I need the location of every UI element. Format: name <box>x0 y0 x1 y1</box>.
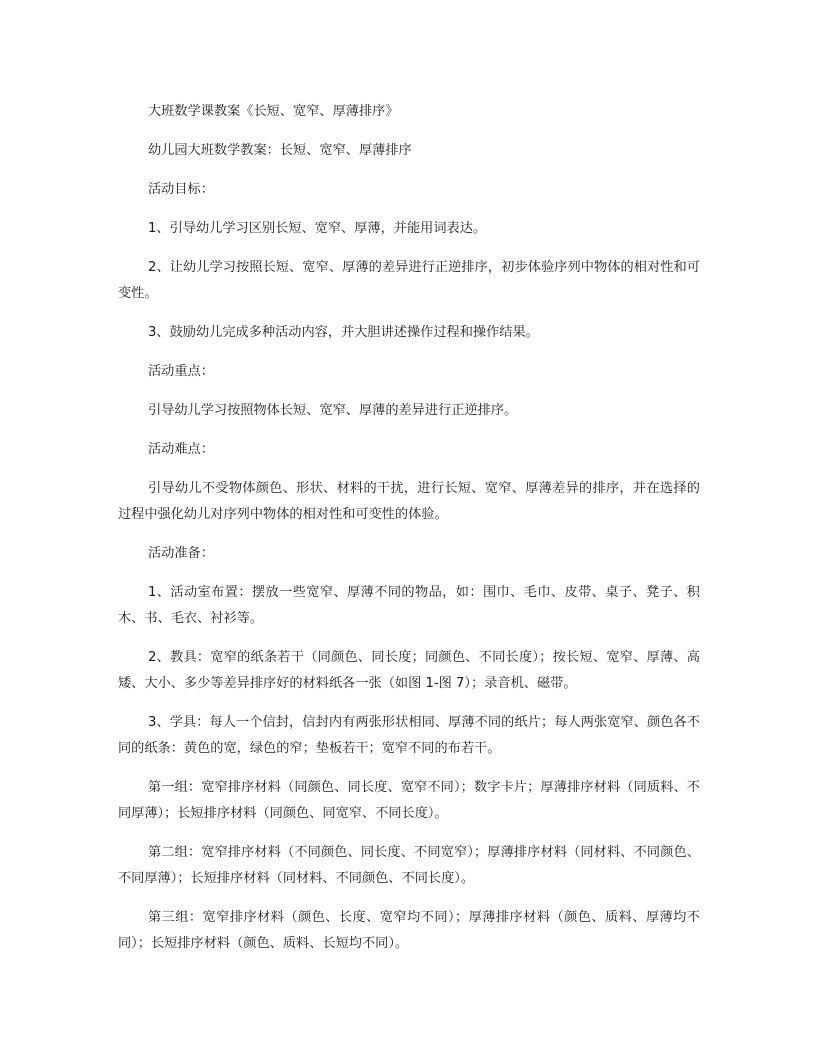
preparation-item-3: 3、学具：每人一个信封，信封内有两张形状相同、厚薄不同的纸片；每人两张宽窄、颜色各不同的纸条：黄色的宽，绿色的窄；垫板若干；宽窄不同的布若干。 <box>118 715 700 756</box>
section-heading-goals: 活动目标： <box>148 182 214 197</box>
section-heading-difficulty: 活动难点： <box>148 442 214 457</box>
goal-item-2: 2、让幼儿学习按照长短、宽窄、厚薄的差异进行正逆排序，初步体验序列中物体的相对性和可变性。 <box>118 260 700 301</box>
group-1-materials: 第一组：宽窄排序材料（同颜色、同长度、宽窄不同）；数字卡片；厚薄排序材料（同质料、不同厚薄）；长短排序材料（同颜色、同宽窄、不同长度）。 <box>118 780 700 821</box>
document-page <box>118 99 700 970</box>
group-2-materials: 第二组：宽窄排序材料（不同颜色、同长度、不同宽窄）；厚薄排序材料（同材料、不同颜色、不同厚薄）；长短排序材料（同材料、不同颜色、不同长度）。 <box>118 845 700 886</box>
section-heading-focus: 活动重点： <box>148 364 214 379</box>
group-3-materials: 第三组：宽窄排序材料（颜色、长度、宽窄均不同）；厚薄排序材料（颜色、质料、厚薄均不同）；长短排序材料（颜色、质料、长短均不同）。 <box>118 910 700 951</box>
focus-text: 引导幼儿学习按照物体长短、宽窄、厚薄的差异进行正逆排序。 <box>148 403 518 418</box>
preparation-item-2: 2、教具：宽窄的纸条若干（同颜色、同长度；同颜色、不同长度）；按长短、宽窄、厚薄、高矮、大小、多少等差异排序好的材料纸各一张（如图 1-图 7）；录音机、磁带。 <box>118 650 700 691</box>
document-subtitle: 幼儿园大班数学教案：长短、宽窄、厚薄排序 <box>148 143 412 158</box>
goal-item-1: 1、引导幼儿学习区别长短、宽窄、厚薄，并能用词表达。 <box>148 221 487 236</box>
document-title: 大班数学课教案《长短、宽窄、厚薄排序》 <box>148 104 399 119</box>
preparation-item-1: 1、活动室布置：摆放一些宽窄、厚薄不同的物品，如：围巾、毛巾、皮带、桌子、凳子、积木、书、毛衣、衬衫等。 <box>118 585 700 626</box>
goal-item-3: 3、鼓励幼儿完成多种活动内容，并大胆讲述操作过程和操作结果。 <box>148 325 539 340</box>
section-heading-preparation: 活动准备： <box>148 546 214 561</box>
difficulty-text: 引导幼儿不受物体颜色、形状、材料的干扰，进行长短、宽窄、厚薄差异的排序，并在选择的过程中强化幼儿对序列中物体的相对性和可变性的体验。 <box>118 481 700 522</box>
